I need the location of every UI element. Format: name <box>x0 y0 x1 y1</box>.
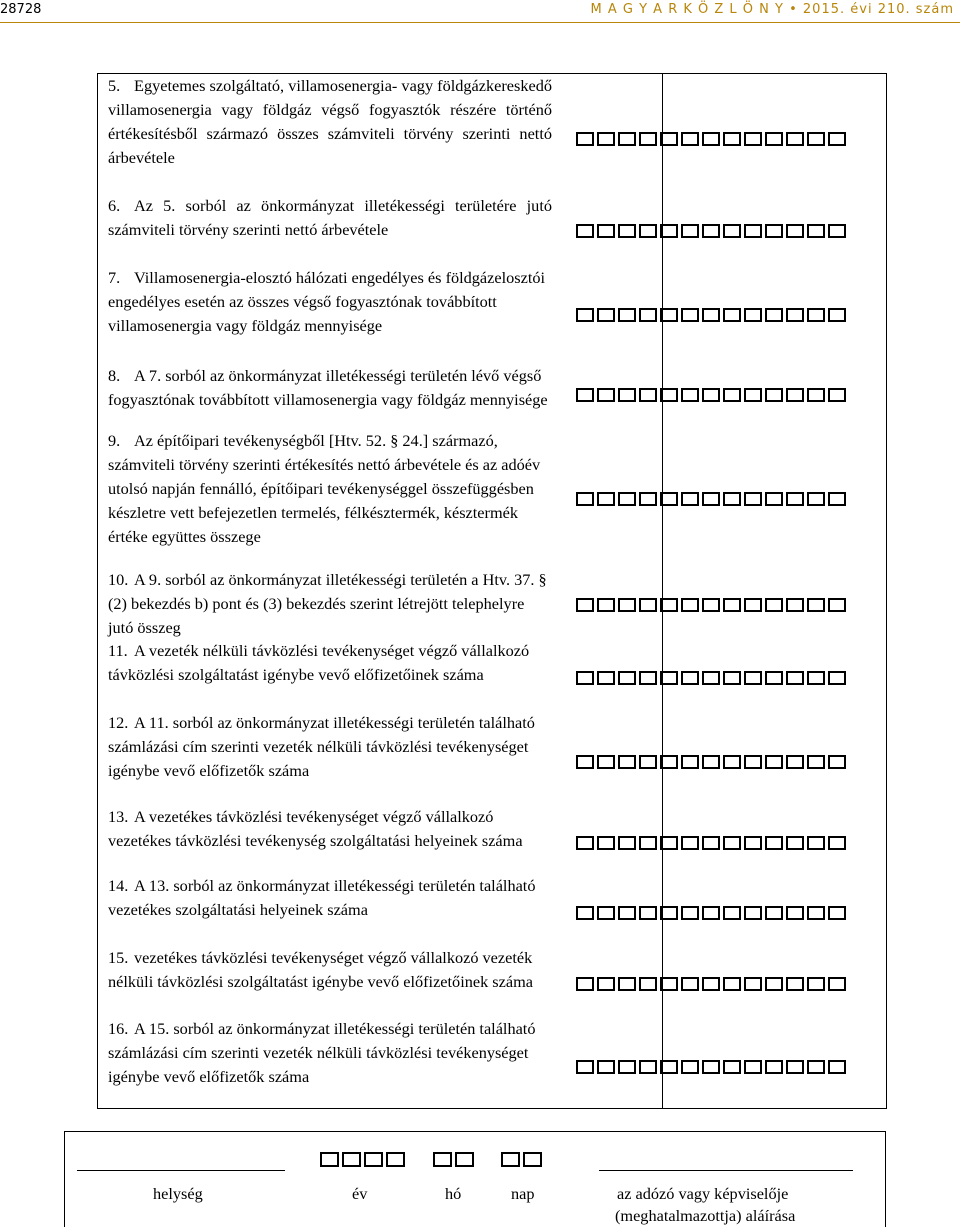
digit-box[interactable] <box>681 132 699 146</box>
digit-box[interactable] <box>744 755 762 769</box>
row-label <box>108 946 552 994</box>
row-number: 6. <box>108 196 121 215</box>
row-label <box>108 74 552 170</box>
digit-box[interactable] <box>723 388 741 402</box>
row-label <box>108 1017 552 1089</box>
digit-box[interactable] <box>576 977 594 991</box>
month-digit-box[interactable] <box>433 1152 452 1167</box>
digit-box[interactable] <box>597 977 615 991</box>
digit-box[interactable] <box>786 977 804 991</box>
digit-box[interactable] <box>660 836 678 850</box>
digit-box[interactable] <box>576 388 594 402</box>
digit-box[interactable] <box>660 906 678 920</box>
row-number: 10. <box>108 570 129 589</box>
amount-input-boxes[interactable] <box>576 1060 846 1074</box>
month-digit-box[interactable] <box>455 1152 474 1167</box>
digit-box[interactable] <box>807 598 825 612</box>
digit-box[interactable] <box>618 492 636 506</box>
digit-box[interactable] <box>681 598 699 612</box>
amount-input-boxes[interactable] <box>576 977 846 991</box>
digit-box[interactable] <box>702 906 720 920</box>
digit-box[interactable] <box>723 598 741 612</box>
digit-box[interactable] <box>807 977 825 991</box>
digit-box[interactable] <box>618 671 636 685</box>
row-text: A 7. sorból az önkormányzat illetékességi területén lévő végső fogyasztónak továbbított villamosenergia vagy földgáz mennyisége <box>108 366 548 409</box>
amount-input-boxes[interactable] <box>576 492 846 506</box>
digit-box[interactable] <box>765 977 783 991</box>
digit-box[interactable] <box>639 836 657 850</box>
digit-box[interactable] <box>681 308 699 322</box>
digit-box[interactable] <box>702 388 720 402</box>
digit-box[interactable] <box>660 492 678 506</box>
digit-box[interactable] <box>681 492 699 506</box>
digit-box[interactable] <box>744 906 762 920</box>
digit-box[interactable] <box>828 224 846 238</box>
digit-box[interactable] <box>597 671 615 685</box>
digit-box[interactable] <box>786 224 804 238</box>
row-number: 16. <box>108 1019 129 1038</box>
digit-box[interactable] <box>618 224 636 238</box>
digit-box[interactable] <box>639 388 657 402</box>
signer-label: az adózó vagy képviselője <box>617 1184 789 1203</box>
digit-box[interactable] <box>786 308 804 322</box>
amount-input-boxes[interactable] <box>576 224 846 238</box>
row-text: A 11. sorból az önkormányzat illetékességi területén található számlázási cím szerinti vezeték nélküli távközlési tevékenységet igénybe vevő előfizetők száma <box>108 713 535 780</box>
digit-box[interactable] <box>639 1060 657 1074</box>
digit-box[interactable] <box>660 1060 678 1074</box>
row-text: A vezeték nélküli távközlési tevékenységet végző vállalkozó távközlési szolgáltatást igénybe vevő előfizetőinek száma <box>108 641 530 684</box>
digit-box[interactable] <box>681 224 699 238</box>
digit-box[interactable] <box>660 598 678 612</box>
page-number: 28728 <box>0 2 42 17</box>
digit-box[interactable] <box>786 671 804 685</box>
digit-box[interactable] <box>681 836 699 850</box>
digit-box[interactable] <box>807 671 825 685</box>
row-number: 8. <box>108 366 121 385</box>
digit-box[interactable] <box>576 1060 594 1074</box>
amount-input-boxes[interactable] <box>576 598 846 612</box>
digit-box[interactable] <box>828 977 846 991</box>
digit-box[interactable] <box>786 755 804 769</box>
signature-block <box>64 1131 886 1227</box>
digit-box[interactable] <box>660 308 678 322</box>
row-label <box>108 805 552 853</box>
digit-box[interactable] <box>618 132 636 146</box>
digit-box[interactable] <box>744 224 762 238</box>
row-number: 13. <box>108 807 129 826</box>
digit-box[interactable] <box>618 977 636 991</box>
digit-box[interactable] <box>807 224 825 238</box>
digit-box[interactable] <box>765 755 783 769</box>
row-text: A 9. sorból az önkormányzat illetékességi területén a Htv. 37. § (2) bekezdés b) pont és (3) bekezdés szerint létrejött telephelyre jutó összeg <box>108 570 547 637</box>
digit-box[interactable] <box>660 977 678 991</box>
digit-box[interactable] <box>807 836 825 850</box>
digit-box[interactable] <box>828 308 846 322</box>
day-boxes[interactable] <box>501 1152 542 1167</box>
digit-box[interactable] <box>786 906 804 920</box>
publication-title: M A G Y A R K Ö Z L Ö N Y • 2015. évi 210. szám <box>590 2 954 17</box>
digit-box[interactable] <box>744 492 762 506</box>
row-text: Egyetemes szolgáltató, villamosenergia- vagy földgázkereskedő villamosenergia vagy földgáz végső fogyasztók részére történő értékesítésből származó összes számviteli törvény szerinti nettó árbevétele <box>108 76 552 167</box>
digit-box[interactable] <box>576 598 594 612</box>
digit-box[interactable] <box>702 492 720 506</box>
digit-box[interactable] <box>660 671 678 685</box>
digit-box[interactable] <box>576 906 594 920</box>
row-text: A vezetékes távközlési tevékenységet végző vállalkozó vezetékes távközlési tevékenység szolgáltatási helyeinek száma <box>108 807 523 850</box>
page-header <box>0 0 960 24</box>
digit-box[interactable] <box>639 492 657 506</box>
row-text: Villamosenergia-elosztó hálózati engedélyes és földgázelosztói engedélyes esetén az összes végső fogyasztónak továbbított villamosenergia vagy földgáz mennyisége <box>108 268 546 335</box>
digit-box[interactable] <box>702 132 720 146</box>
digit-box[interactable] <box>744 598 762 612</box>
digit-box[interactable] <box>807 755 825 769</box>
digit-box[interactable] <box>723 492 741 506</box>
digit-box[interactable] <box>723 1060 741 1074</box>
digit-box[interactable] <box>723 906 741 920</box>
digit-box[interactable] <box>597 388 615 402</box>
row-number: 15. <box>108 948 129 967</box>
digit-box[interactable] <box>828 755 846 769</box>
digit-box[interactable] <box>765 492 783 506</box>
digit-box[interactable] <box>702 598 720 612</box>
digit-box[interactable] <box>786 836 804 850</box>
digit-box[interactable] <box>681 906 699 920</box>
digit-box[interactable] <box>639 224 657 238</box>
row-label <box>108 364 552 412</box>
month-label: hó <box>445 1184 462 1203</box>
digit-box[interactable] <box>597 308 615 322</box>
digit-box[interactable] <box>702 224 720 238</box>
row-number: 9. <box>108 431 121 450</box>
digit-box[interactable] <box>702 755 720 769</box>
digit-box[interactable] <box>828 492 846 506</box>
digit-box[interactable] <box>597 906 615 920</box>
digit-box[interactable] <box>786 492 804 506</box>
row-label <box>108 429 552 549</box>
digit-box[interactable] <box>618 1060 636 1074</box>
digit-box[interactable] <box>618 388 636 402</box>
digit-box[interactable] <box>597 836 615 850</box>
digit-box[interactable] <box>786 598 804 612</box>
digit-box[interactable] <box>807 132 825 146</box>
digit-box[interactable] <box>765 388 783 402</box>
digit-box[interactable] <box>807 492 825 506</box>
digit-box[interactable] <box>723 836 741 850</box>
digit-box[interactable] <box>765 598 783 612</box>
digit-box[interactable] <box>618 836 636 850</box>
digit-box[interactable] <box>618 906 636 920</box>
digit-box[interactable] <box>597 755 615 769</box>
digit-box[interactable] <box>639 906 657 920</box>
digit-box[interactable] <box>576 132 594 146</box>
digit-box[interactable] <box>765 671 783 685</box>
row-number: 12. <box>108 713 129 732</box>
digit-box[interactable] <box>576 755 594 769</box>
digit-box[interactable] <box>660 132 678 146</box>
digit-box[interactable] <box>597 132 615 146</box>
digit-box[interactable] <box>576 492 594 506</box>
digit-box[interactable] <box>723 977 741 991</box>
digit-box[interactable] <box>639 598 657 612</box>
digit-box[interactable] <box>828 388 846 402</box>
digit-box[interactable] <box>702 308 720 322</box>
form-table <box>97 73 887 1109</box>
year-digit-box[interactable] <box>342 1152 361 1167</box>
row-label <box>108 711 552 783</box>
digit-box[interactable] <box>597 1060 615 1074</box>
row-number: 7. <box>108 268 121 287</box>
digit-box[interactable] <box>639 755 657 769</box>
digit-box[interactable] <box>723 671 741 685</box>
month-boxes[interactable] <box>433 1152 474 1167</box>
digit-box[interactable] <box>828 671 846 685</box>
amount-input-boxes[interactable] <box>576 836 846 850</box>
digit-box[interactable] <box>702 671 720 685</box>
digit-box[interactable] <box>618 598 636 612</box>
digit-box[interactable] <box>744 388 762 402</box>
digit-box[interactable] <box>744 308 762 322</box>
digit-box[interactable] <box>618 755 636 769</box>
digit-box[interactable] <box>786 388 804 402</box>
digit-box[interactable] <box>828 598 846 612</box>
row-number: 14. <box>108 876 129 895</box>
digit-box[interactable] <box>639 977 657 991</box>
digit-box[interactable] <box>681 1060 699 1074</box>
digit-box[interactable] <box>765 308 783 322</box>
digit-box[interactable] <box>828 906 846 920</box>
digit-box[interactable] <box>576 224 594 238</box>
amount-input-boxes[interactable] <box>576 388 846 402</box>
row-text: A 15. sorból az önkormányzat illetékességi területén található számlázási cím szerinti vezeték nélküli távközlési tevékenységet igénybe vevő előfizetők száma <box>108 1019 536 1086</box>
row-number: 11. <box>108 641 128 660</box>
amount-input-boxes[interactable] <box>576 132 846 146</box>
digit-box[interactable] <box>807 1060 825 1074</box>
digit-box[interactable] <box>723 308 741 322</box>
place-label: helység <box>153 1184 203 1203</box>
day-label: nap <box>511 1184 535 1203</box>
digit-box[interactable] <box>681 671 699 685</box>
header-rule <box>0 22 960 23</box>
digit-box[interactable] <box>828 1060 846 1074</box>
day-digit-box[interactable] <box>523 1152 542 1167</box>
amount-input-boxes[interactable] <box>576 308 846 322</box>
digit-box[interactable] <box>618 308 636 322</box>
digit-box[interactable] <box>765 132 783 146</box>
digit-box[interactable] <box>681 388 699 402</box>
signer-label-2: (meghatalmazottja) aláírása <box>615 1206 796 1225</box>
digit-box[interactable] <box>660 755 678 769</box>
year-label: év <box>352 1184 368 1203</box>
year-boxes[interactable] <box>320 1152 405 1167</box>
row-text: A 13. sorból az önkormányzat illetékességi területén található vezetékes szolgáltatási helyeinek száma <box>108 876 536 919</box>
digit-box[interactable] <box>576 308 594 322</box>
row-text: vezetékes távközlési tevékenységet végző vállalkozó vezeték nélküli távközlési szolgáltatást igénybe vevő előfizetőinek száma <box>108 948 533 991</box>
row-label <box>108 568 552 640</box>
digit-box[interactable] <box>828 836 846 850</box>
digit-box[interactable] <box>681 755 699 769</box>
digit-box[interactable] <box>786 1060 804 1074</box>
digit-box[interactable] <box>597 598 615 612</box>
signature-line[interactable] <box>599 1170 853 1171</box>
amount-input-boxes[interactable] <box>576 906 846 920</box>
digit-box[interactable] <box>723 224 741 238</box>
digit-box[interactable] <box>765 1060 783 1074</box>
row-text: Az 5. sorból az önkormányzat illetékességi területére jutó számviteli törvény szerinti nettó árbevétele <box>108 196 552 239</box>
digit-box[interactable] <box>639 671 657 685</box>
digit-box[interactable] <box>702 836 720 850</box>
digit-box[interactable] <box>681 977 699 991</box>
day-digit-box[interactable] <box>501 1152 520 1167</box>
year-digit-box[interactable] <box>320 1152 339 1167</box>
digit-box[interactable] <box>765 836 783 850</box>
digit-box[interactable] <box>744 132 762 146</box>
year-digit-box[interactable] <box>364 1152 383 1167</box>
digit-box[interactable] <box>765 224 783 238</box>
row-label <box>108 874 552 922</box>
digit-box[interactable] <box>576 671 594 685</box>
row-label <box>108 266 552 338</box>
digit-box[interactable] <box>744 1060 762 1074</box>
year-digit-box[interactable] <box>386 1152 405 1167</box>
digit-box[interactable] <box>765 906 783 920</box>
digit-box[interactable] <box>597 224 615 238</box>
digit-box[interactable] <box>702 1060 720 1074</box>
digit-box[interactable] <box>576 836 594 850</box>
digit-box[interactable] <box>660 388 678 402</box>
amount-input-boxes[interactable] <box>576 671 846 685</box>
digit-box[interactable] <box>723 132 741 146</box>
digit-box[interactable] <box>639 132 657 146</box>
place-line[interactable] <box>77 1170 285 1171</box>
digit-box[interactable] <box>723 755 741 769</box>
digit-box[interactable] <box>744 836 762 850</box>
digit-box[interactable] <box>744 671 762 685</box>
amount-input-boxes[interactable] <box>576 755 846 769</box>
digit-box[interactable] <box>786 132 804 146</box>
row-label <box>108 639 552 687</box>
row-label <box>108 194 552 242</box>
digit-box[interactable] <box>597 492 615 506</box>
digit-box[interactable] <box>744 977 762 991</box>
digit-box[interactable] <box>702 977 720 991</box>
digit-box[interactable] <box>639 308 657 322</box>
digit-box[interactable] <box>660 224 678 238</box>
row-number: 5. <box>108 76 121 95</box>
digit-box[interactable] <box>807 388 825 402</box>
digit-box[interactable] <box>807 308 825 322</box>
digit-box[interactable] <box>828 132 846 146</box>
row-text: Az építőipari tevékenységből [Htv. 52. § 24.] származó, számviteli törvény szerinti értékesítés nettó árbevétele és az adóév utolsó napján fennálló, építőipari tevékenységgel összefüggésben készletre vett befejezetlen termelés, félkésztermék, késztermék értéke együttes összege <box>108 431 541 546</box>
digit-box[interactable] <box>807 906 825 920</box>
